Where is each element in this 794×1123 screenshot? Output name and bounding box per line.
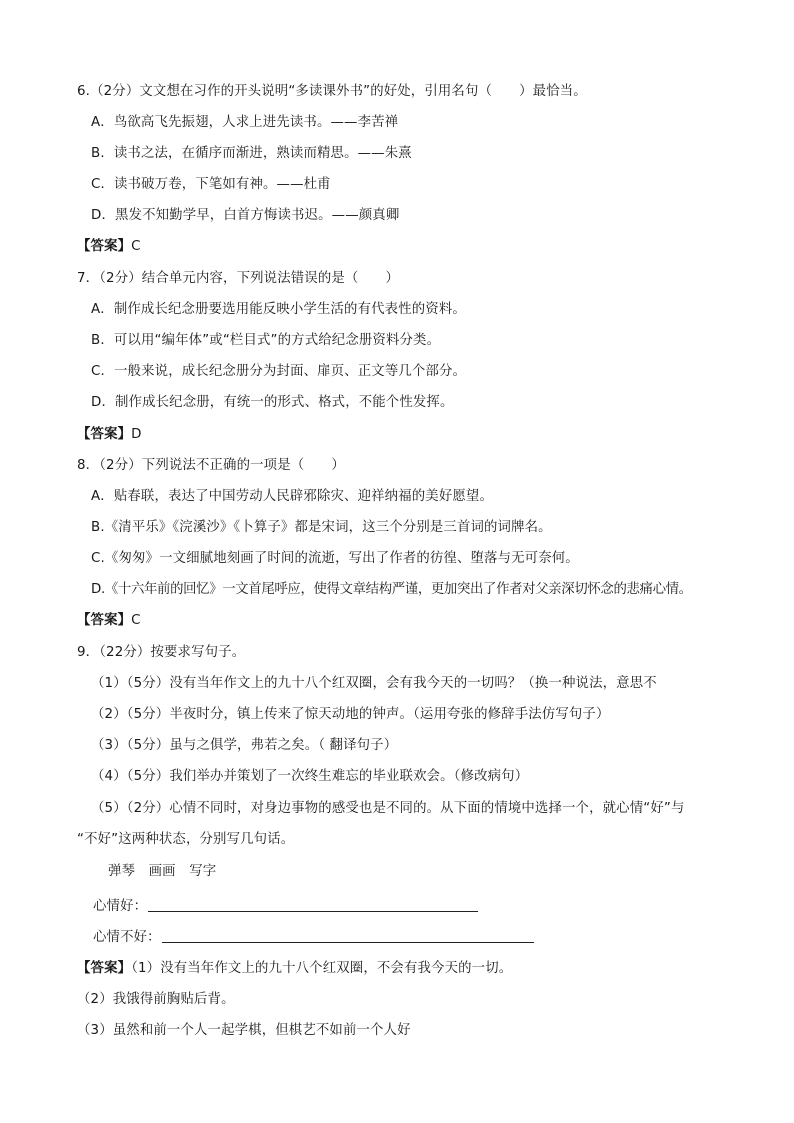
- question-8-stem: 8．（2分）下列说法不正确的一项是（ ）: [77, 458, 345, 473]
- good-mood-answer-line[interactable]: [148, 911, 478, 912]
- question-8-option-a: A．贴春联，表达了中国劳动人民辟邪除灾、迎祥纳福的美好愿望。: [91, 489, 493, 504]
- question-9-sub-4: （4）（5分）我们举办并策划了一次终生难忘的毕业联欢会。（修改病句）: [91, 769, 529, 784]
- question-8-option-c: C.《匆匆》一文细腻地刻画了时间的流逝，写出了作者的彷徨、堕落与无可奈何。: [91, 551, 579, 566]
- question-9-answer-3: （3）虽然和前一个人一起学棋，但棋艺不如前一个人好: [77, 1023, 411, 1038]
- question-9-sub-1: （1）（5分）没有当年作文上的九十八个红双圈，会有我今天的一切吗？（换一种说法，意思不: [91, 676, 657, 691]
- question-7-option-a: A．制作成长纪念册要选用能反映小学生活的有代表性的资料。: [91, 302, 466, 317]
- question-6-option-d: D．黑发不知勤学早，白首方悔读书迟。——颜真卿: [91, 208, 400, 223]
- answer-label: 【答案】: [77, 961, 132, 976]
- question-9-sub-5-continued: “不好”这两种状态，分别写几句话。: [77, 832, 295, 847]
- answer-value: C: [131, 613, 141, 628]
- question-9-sub-3: （3）（5分）虽与之俱学，弗若之矣。（ 翻译句子）: [91, 738, 398, 753]
- question-9-answer-1: [77, 959, 512, 979]
- question-9-stem: 9．（22分）按要求写句子。: [77, 645, 246, 660]
- question-6-option-c: C．读书破万卷，下笔如有神。——杜甫: [91, 177, 331, 192]
- question-7-option-c: C．一般来说，成长纪念册分为封面、扉页、正文等几个部分。: [91, 364, 467, 379]
- question-7-stem: 7．（2分）结合单元内容，下列说法错误的是（ ）: [77, 271, 400, 286]
- question-6-option-a: A．鸟欲高飞先振翅，人求上进先读书。——李苦禅: [91, 115, 399, 130]
- question-7-answer: [77, 425, 142, 445]
- question-7-option-b: B．可以用“编年体”或“栏目式”的方式给纪念册资料分类。: [91, 333, 441, 348]
- answer-value: D: [131, 427, 142, 442]
- question-9-sub-5: （5）（2分）心情不同时，对身边事物的感受也是不同的。从下面的情境中选择一个，就心情“好”与: [91, 801, 685, 816]
- question-8-option-d: D.《十六年前的回忆》一文首尾呼应，使得文章结构严谨，更加突出了作者对父亲深切怀念的悲痛心情。: [91, 582, 692, 597]
- question-8-answer: [77, 611, 141, 631]
- question-8-option-b: B.《清平乐》《浣溪沙》《卜算子》都是宋词，这三个分别是三首词的词牌名。: [91, 520, 552, 535]
- question-9-choices: 弹琴 画画 写字: [108, 864, 217, 879]
- answer-label: 【答案】: [77, 427, 132, 442]
- bad-mood-answer-line[interactable]: [162, 942, 534, 943]
- question-6-stem: 6.（2分）文文想在习作的开头说明“多读课外书”的好处，引用名句（ ）最恰当。: [77, 84, 587, 99]
- question-6-answer: [77, 237, 141, 257]
- answer-label: 【答案】: [77, 613, 132, 628]
- question-6-option-b: B．读书之法，在循序而渐进，熟读而精思。——朱熹: [91, 146, 412, 161]
- good-mood-label: 心情好：: [93, 899, 148, 914]
- bad-mood-label: 心情不好：: [93, 930, 161, 945]
- question-9-answer-2: （2）我饿得前胸贴后背。: [77, 992, 235, 1007]
- answer-value: C: [131, 239, 141, 254]
- question-9-sub-2: （2）（5分）半夜时分，镇上传来了惊天动地的钟声。（运用夸张的修辞手法仿写句子）: [91, 707, 610, 722]
- answer-text: （1）没有当年作文上的九十八个红双圈，不会有我今天的一切。: [131, 961, 513, 976]
- answer-label: 【答案】: [77, 239, 132, 254]
- question-7-option-d: D．制作成长纪念册，有统一的形式、格式，不能个性发挥。: [91, 395, 454, 410]
